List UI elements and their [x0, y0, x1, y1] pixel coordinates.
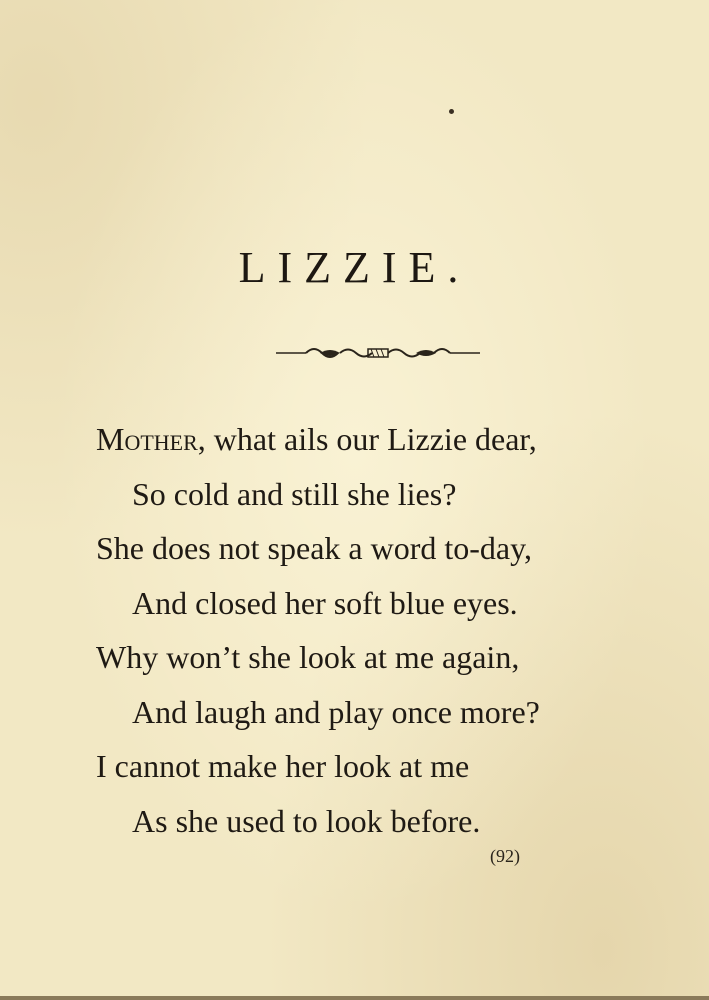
poem-line: Mother, what ails our Lizzie dear,: [96, 421, 537, 457]
page-number: (92): [490, 846, 520, 866]
poem-line: She does not speak a word to-day,: [96, 530, 533, 566]
poem-line: I cannot make her look at me: [96, 748, 470, 784]
scroll-ornament-icon: [276, 341, 480, 365]
poem-line: And closed her soft blue eyes.: [132, 584, 518, 621]
poem-line: As she used to look before.: [132, 802, 481, 839]
poem-line: Why won’t she look at me again,: [96, 639, 520, 675]
ink-speck: [449, 109, 454, 114]
poem-line: And laugh and play once more?: [132, 693, 540, 730]
page-title: LIZZIE.: [238, 243, 471, 292]
poem: [96, 412, 696, 848]
page-edge: [0, 996, 709, 1000]
poem-first-word: Mother,: [96, 421, 206, 457]
poem-line: So cold and still she lies?: [132, 475, 457, 512]
